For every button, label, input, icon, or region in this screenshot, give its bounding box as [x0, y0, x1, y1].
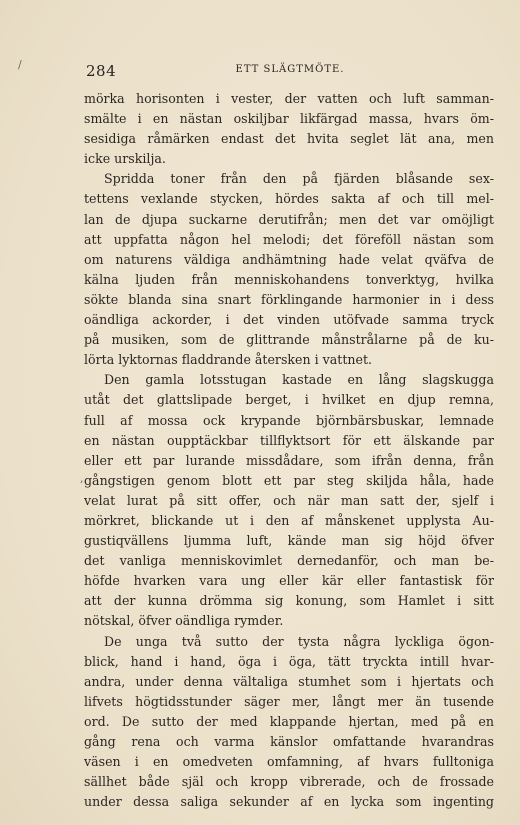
text-line: blick, hand i hand, öga i öga, tätt tryckta intill hvar-	[84, 653, 494, 669]
text-line: De unga två sutto der tysta några lyckliga ögon-	[104, 633, 494, 649]
running-head: ETT SLÄGTMÖTE.	[235, 64, 345, 75]
text-line: en nästan oupptäckbar tillflyktsort för ett älskande par	[84, 432, 494, 448]
text-line: under dessa saliga sekunder af en lycka som ingenting	[84, 794, 494, 810]
margin-mark: ,	[80, 472, 84, 485]
text-line: Den gamla lotsstugan kastade en lång slagskugga	[104, 372, 494, 388]
text-line: andra, under denna vältaliga stumhet som i hjertats och	[84, 673, 494, 689]
text-line: velat lurat på sitt offer, och när man satt der, sjelf i	[84, 492, 494, 508]
text-line: kälna ljuden från menniskohandens tonverktyg, hvilka	[84, 271, 494, 287]
text-line: att der kunna drömma sig konung, som Hamlet i sitt	[84, 593, 494, 609]
page-number: 284	[86, 62, 117, 80]
text-line: gustiqvällens ljumma luft, kände man sig höjd öfver	[84, 533, 494, 549]
text-line: Spridda toner från den på fjärden blåsande sex-	[104, 171, 494, 187]
text-line: väsen i en omedveten omfamning, af hvars fulltoniga	[84, 754, 494, 770]
text-line: att uppfatta någon hel melodi; det föreföll nästan som	[84, 231, 494, 247]
text-line: lifvets högtidsstunder säger mer, långt mer än tusende	[84, 693, 494, 709]
text-line: oändliga ackorder, i det vinden utöfvade samma tryck	[84, 312, 494, 328]
page-header	[86, 62, 494, 82]
text-line: smälte i en nästan oskiljbar likfärgad massa, hvars öm-	[84, 111, 494, 127]
text-line: utåt det glattslipade berget, i hvilket en djup remna,	[84, 392, 494, 408]
text-line: icke urskilja.	[84, 151, 166, 167]
text-line: gångstigen genom blott ett par steg skiljda håla, hade	[84, 472, 494, 488]
text-line: mörka horisonten i vester, der vatten och luft samman-	[84, 91, 494, 106]
text-line: höfde hvarken vara ung eller kär eller fantastisk för	[84, 573, 494, 589]
text-line: tettens vexlande stycken, hördes sakta af och till mel-	[84, 191, 494, 207]
text-line: sesidiga råmärken endast det hvita seglet lät ana, men	[84, 131, 494, 147]
text-line: full af mossa ock krypande björnbärsbuskar, lemnade	[84, 412, 494, 428]
text-line: det vanliga menniskovimlet dernedanför, och man be-	[84, 553, 494, 569]
text-line: sällhet både själ och kropp vibrerade, och de frossade	[84, 774, 494, 790]
text-line: eller ett par lurande missdådare, som ifrån denna, från	[84, 452, 494, 468]
text-line: sökte blanda sina snart förklingande harmonier in i dess	[84, 291, 494, 307]
text-line: ord. De sutto der med klappande hjertan, med på en	[84, 713, 494, 729]
text-line: gång rena och varma känslor omfattande hvarandras	[84, 734, 494, 749]
text-line: nötskal, öfver oändliga rymder.	[84, 613, 284, 629]
text-line: lörta lyktornas fladdrande återsken i vattnet.	[84, 352, 373, 368]
margin-mark: /	[18, 58, 22, 71]
text-line: om naturens väldiga andhämtning hade velat qväfva de	[84, 251, 494, 267]
text-line: på musiken, som de glittrande månstrålarne på de ku-	[84, 332, 494, 348]
text-line: mörkret, blickande ut i den af månskenet upplysta Au-	[84, 512, 494, 528]
text-line: lan de djupa suckarne derutifrån; men det var omöjligt	[84, 211, 494, 227]
body-text	[84, 89, 494, 812]
